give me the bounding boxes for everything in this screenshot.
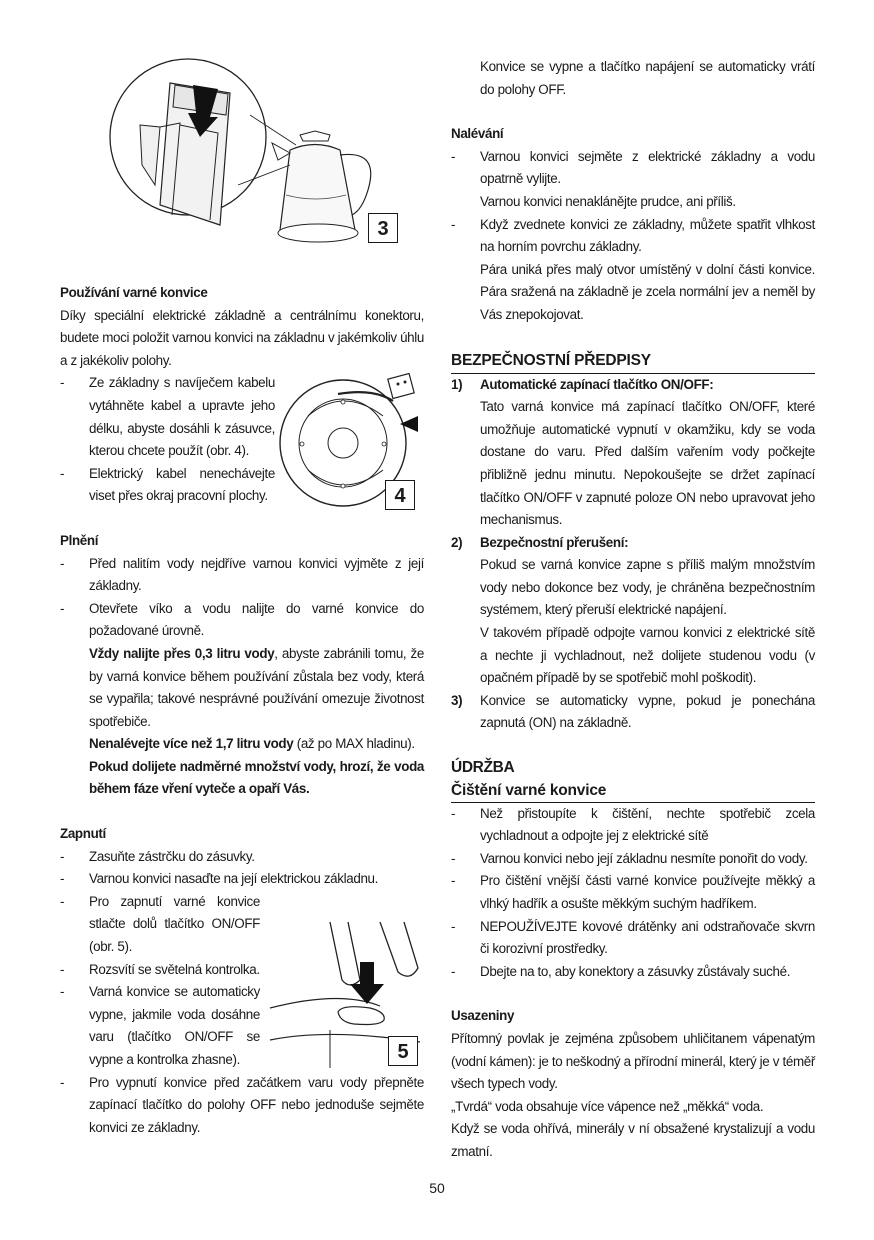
- figure-5-label: 5: [388, 1036, 418, 1066]
- list-item: - Varnou konvici nasaďte na její elektrickou základnu.: [60, 871, 379, 887]
- fill-note-1-bold: Vždy nalijte přes 0,3 litru vody: [89, 645, 275, 661]
- list-item: - NEPOUŽÍVEJTE kovové drátěnky ani odstraňovače skvrn či korozivní prostředky.: [451, 918, 815, 957]
- list-item: - Pro vypnutí konvice před začátkem varu vody přepněte zapínací tlačítko do polohy OFF nebo jednoduše sejměte konvici ze základny.: [60, 1074, 424, 1135]
- scale-title: Usazeniny: [451, 1008, 515, 1024]
- on-item-text: Zasuňte zástrčku do zásuvky.: [89, 848, 255, 864]
- left-column: [60, 282, 424, 1139]
- clean-item-text: Pro čištění vnější části varné konvice používejte měkký a vlhký hadřík a osušte měkkým suchým hadříkem.: [480, 873, 815, 911]
- cleaning-title: Čištění varné konvice: [451, 780, 815, 803]
- list-item: - Varná konvice se automaticky vypne, jakmile voda dosáhne varu (tlačítko ON/OFF se vypne a kontrolka zhasne).: [60, 984, 260, 1067]
- on-item-text: Varnou konvici nasaďte na její elektrickou základnu.: [89, 871, 379, 887]
- pour-title: Nalévání: [451, 126, 504, 142]
- pour-item-text: Když zvednete konvici ze základny, můžete spatřit vlhkost na horním povrchu základny.: [480, 216, 815, 255]
- list-item: - Varnou konvici sejměte z elektrické základny a vodu opatrně vylijte.: [451, 148, 815, 187]
- figure-3: [100, 55, 410, 255]
- fill-note-2: [60, 733, 424, 756]
- maintenance-title: ÚDRŽBA: [451, 759, 515, 777]
- safety-item-1-number: 1): [451, 376, 463, 392]
- list-item: - Když zvednete konvici ze základny, můžete spatřit vlhkost na horním povrchu základny.: [451, 216, 815, 255]
- fill-note-1: [60, 643, 424, 733]
- list-item: - Před nalitím vody nejdříve varnou konvici vyjměte z její základny.: [60, 555, 424, 594]
- safety-item-1-heading: Automatické zapínací tlačítko ON/OFF:: [480, 376, 714, 392]
- safety-item-1-title: [451, 374, 815, 397]
- safety-item-2-text-2: V takovém případě odpojte varnou konvici z elektrické sítě a nechte ji vychladnout, než dolijete studenou vodu (v opačném případě by se spotřebič mohl poškodit).: [480, 625, 815, 686]
- continuation-text: Konvice se vypne a tlačítko napájení se automaticky vrátí do polohy OFF.: [480, 59, 815, 97]
- on-title: Zapnutí: [60, 826, 106, 842]
- safety-item-3-number: 3): [451, 692, 463, 708]
- page-number: 50: [429, 1180, 445, 1196]
- scale-text-2: „Tvrdá“ voda obsahuje více vápence než „měkká“ voda.: [451, 1098, 764, 1114]
- clean-item-text: Varnou konvici nebo její základnu nesmíte ponořit do vody.: [480, 850, 808, 866]
- fill-note-2-bold: Nenalévejte více než 1,7 litru vody: [89, 736, 294, 752]
- scale-text-3: Když se voda ohřívá, minerály v ní obsažené krystalizují a vodu zmatní.: [451, 1121, 815, 1159]
- safety-item-2-text-1: Pokud se varná konvice zapne s příliš malým množstvím vody nebo dokonce bez vody, je chráněna bezpečnostním systémem, který přeruší elektrické napájení.: [480, 557, 815, 618]
- right-column: [451, 56, 815, 1164]
- pour-item-2-sub: Pára uniká přes malý otvor umístěný v dolní části konvice. Pára sražená na základně je zcela normální jev a neměl by Vás znepokojovat.: [480, 261, 815, 322]
- clean-item-text: Než přistoupíte k čištění, nechte spotřebič zcela vychladnout a odpojte jej z elektrické sítě: [480, 805, 815, 844]
- list-item: - Pro zapnutí varné konvice stlačte dolů tlačítko ON/OFF (obr. 5).: [60, 893, 260, 955]
- pour-item-text: Varnou konvici sejměte z elektrické základny a vodu opatrně vylijte.: [480, 148, 815, 187]
- clean-item-text: NEPOUŽÍVEJTE kovové drátěnky ani odstraňovače skvrn či korozivní prostředky.: [480, 918, 815, 957]
- use-text: Díky speciální elektrické základně a centrálnímu konektoru, budete moci položit varnou konvici na základnu v jakémkoliv úhlu a z jakékoliv polohy.: [60, 307, 424, 368]
- safety-item-3-text: Konvice se automaticky vypne, pokud je ponechána zapnutá (ON) na základně.: [480, 692, 815, 731]
- fill-title: Plnění: [60, 532, 99, 548]
- list-item: - Ze základny s navíječem kabelu vytáhněte kabel a upravte jeho délku, abyste dosáhli k zásuvce, kterou chcete použít (obr. 4).: [60, 375, 275, 459]
- list-item: - Než přistoupíte k čištění, nechte spotřebič zcela vychladnout a odpojte jej z elektrické sítě: [451, 805, 815, 844]
- use-title: Používání varné konvice: [60, 285, 208, 300]
- list-item: - Varnou konvici nebo její základnu nesmíte ponořit do vody.: [451, 850, 808, 866]
- safety-item-2-number: 2): [451, 534, 463, 550]
- fill-item-text: Před nalitím vody nejdříve varnou konvici vyjměte z její základny.: [89, 555, 424, 594]
- list-item: - Elektrický kabel nenechávejte viset přes okraj pracovní plochy.: [60, 465, 275, 504]
- fill-note-1-rest: , abyste zabránili tomu, že by varná konvice během používání zůstala bez vody, která se vypařila; takové nesprávné používání omezuje životnost spotřebiče.: [89, 645, 424, 729]
- fill-item-text: Otevřete víko a vodu nalijte do varné konvice do požadované úrovně.: [89, 600, 424, 639]
- safety-item-2-title: [451, 532, 815, 555]
- use-item-text: Ze základny s navíječem kabelu vytáhněte kabel a upravte jeho délku, abyste dosáhli k zásuvce, kterou chcete použít (obr. 4).: [89, 375, 275, 459]
- figure-4-label: 4: [385, 480, 415, 510]
- list-item: - Zasuňte zástrčku do zásuvky.: [60, 848, 255, 864]
- on-item-text: Pro zapnutí varné konvice stlačte dolů tlačítko ON/OFF (obr. 5).: [89, 893, 260, 955]
- safety-item-2-heading: Bezpečnostní přerušení:: [480, 534, 629, 550]
- fill-note-2-rest: (až po MAX hladinu).: [293, 736, 415, 752]
- scale-text-1: Přítomný povlak je zejména způsobem uhličitanem vápenatým (vodní kámen): je to neškodný a přírodní minerál, který je v téměř všech typech vody.: [451, 1030, 815, 1092]
- on-item-text: Varná konvice se automaticky vypne, jakmile voda dosáhne varu (tlačítko ON/OFF se vypne a kontrolka zhasne).: [89, 984, 260, 1067]
- safety-item-1-text: Tato varná konvice má zapínací tlačítko ON/OFF, které umožňuje automatické vypnutí v okamžiku, kdy se voda dostane do varu. Před dalším vařením vody počkejte přibližně jednu minutu. Nepokoušejte se držet zapínací tlačítko ON/OFF v zapnuté poloze ON nebo upravovat jeho mechanismus.: [480, 399, 815, 528]
- figure-3-drawing: [100, 55, 410, 255]
- on-item-text: Pro vypnutí konvice před začátkem varu vody přepněte zapínací tlačítko do polohy OFF nebo jednoduše sejměte konvici ze základny.: [89, 1074, 424, 1135]
- safety-item-3: [451, 690, 815, 735]
- list-item: - Rozsvítí se světelná kontrolka.: [60, 961, 260, 977]
- safety-title: BEZPEČNOSTNÍ PŘEDPISY: [451, 349, 815, 374]
- clean-item-text: Dbejte na to, aby konektory a zásuvky zůstávaly suché.: [480, 963, 791, 979]
- fill-note-3: Pokud dolijete nadměrné množství vody, hrozí, že voda během fáze vření vyteče a opaří Vás.: [89, 758, 424, 797]
- list-item: - Dbejte na to, aby konektory a zásuvky zůstávaly suché.: [451, 963, 791, 979]
- on-item-text: Rozsvítí se světelná kontrolka.: [89, 961, 260, 977]
- use-item-text: Elektrický kabel nenechávejte viset přes okraj pracovní plochy.: [89, 465, 275, 504]
- list-item: - Otevřete víko a vodu nalijte do varné konvice do požadované úrovně.: [60, 600, 424, 639]
- figure-3-label: 3: [368, 213, 398, 243]
- list-item: - Pro čištění vnější části varné konvice používejte měkký a vlhký hadřík a osušte měkkým suchým hadříkem.: [451, 873, 815, 911]
- pour-item-1-sub: Varnou konvici nenaklánějte prudce, ani příliš.: [480, 193, 736, 209]
